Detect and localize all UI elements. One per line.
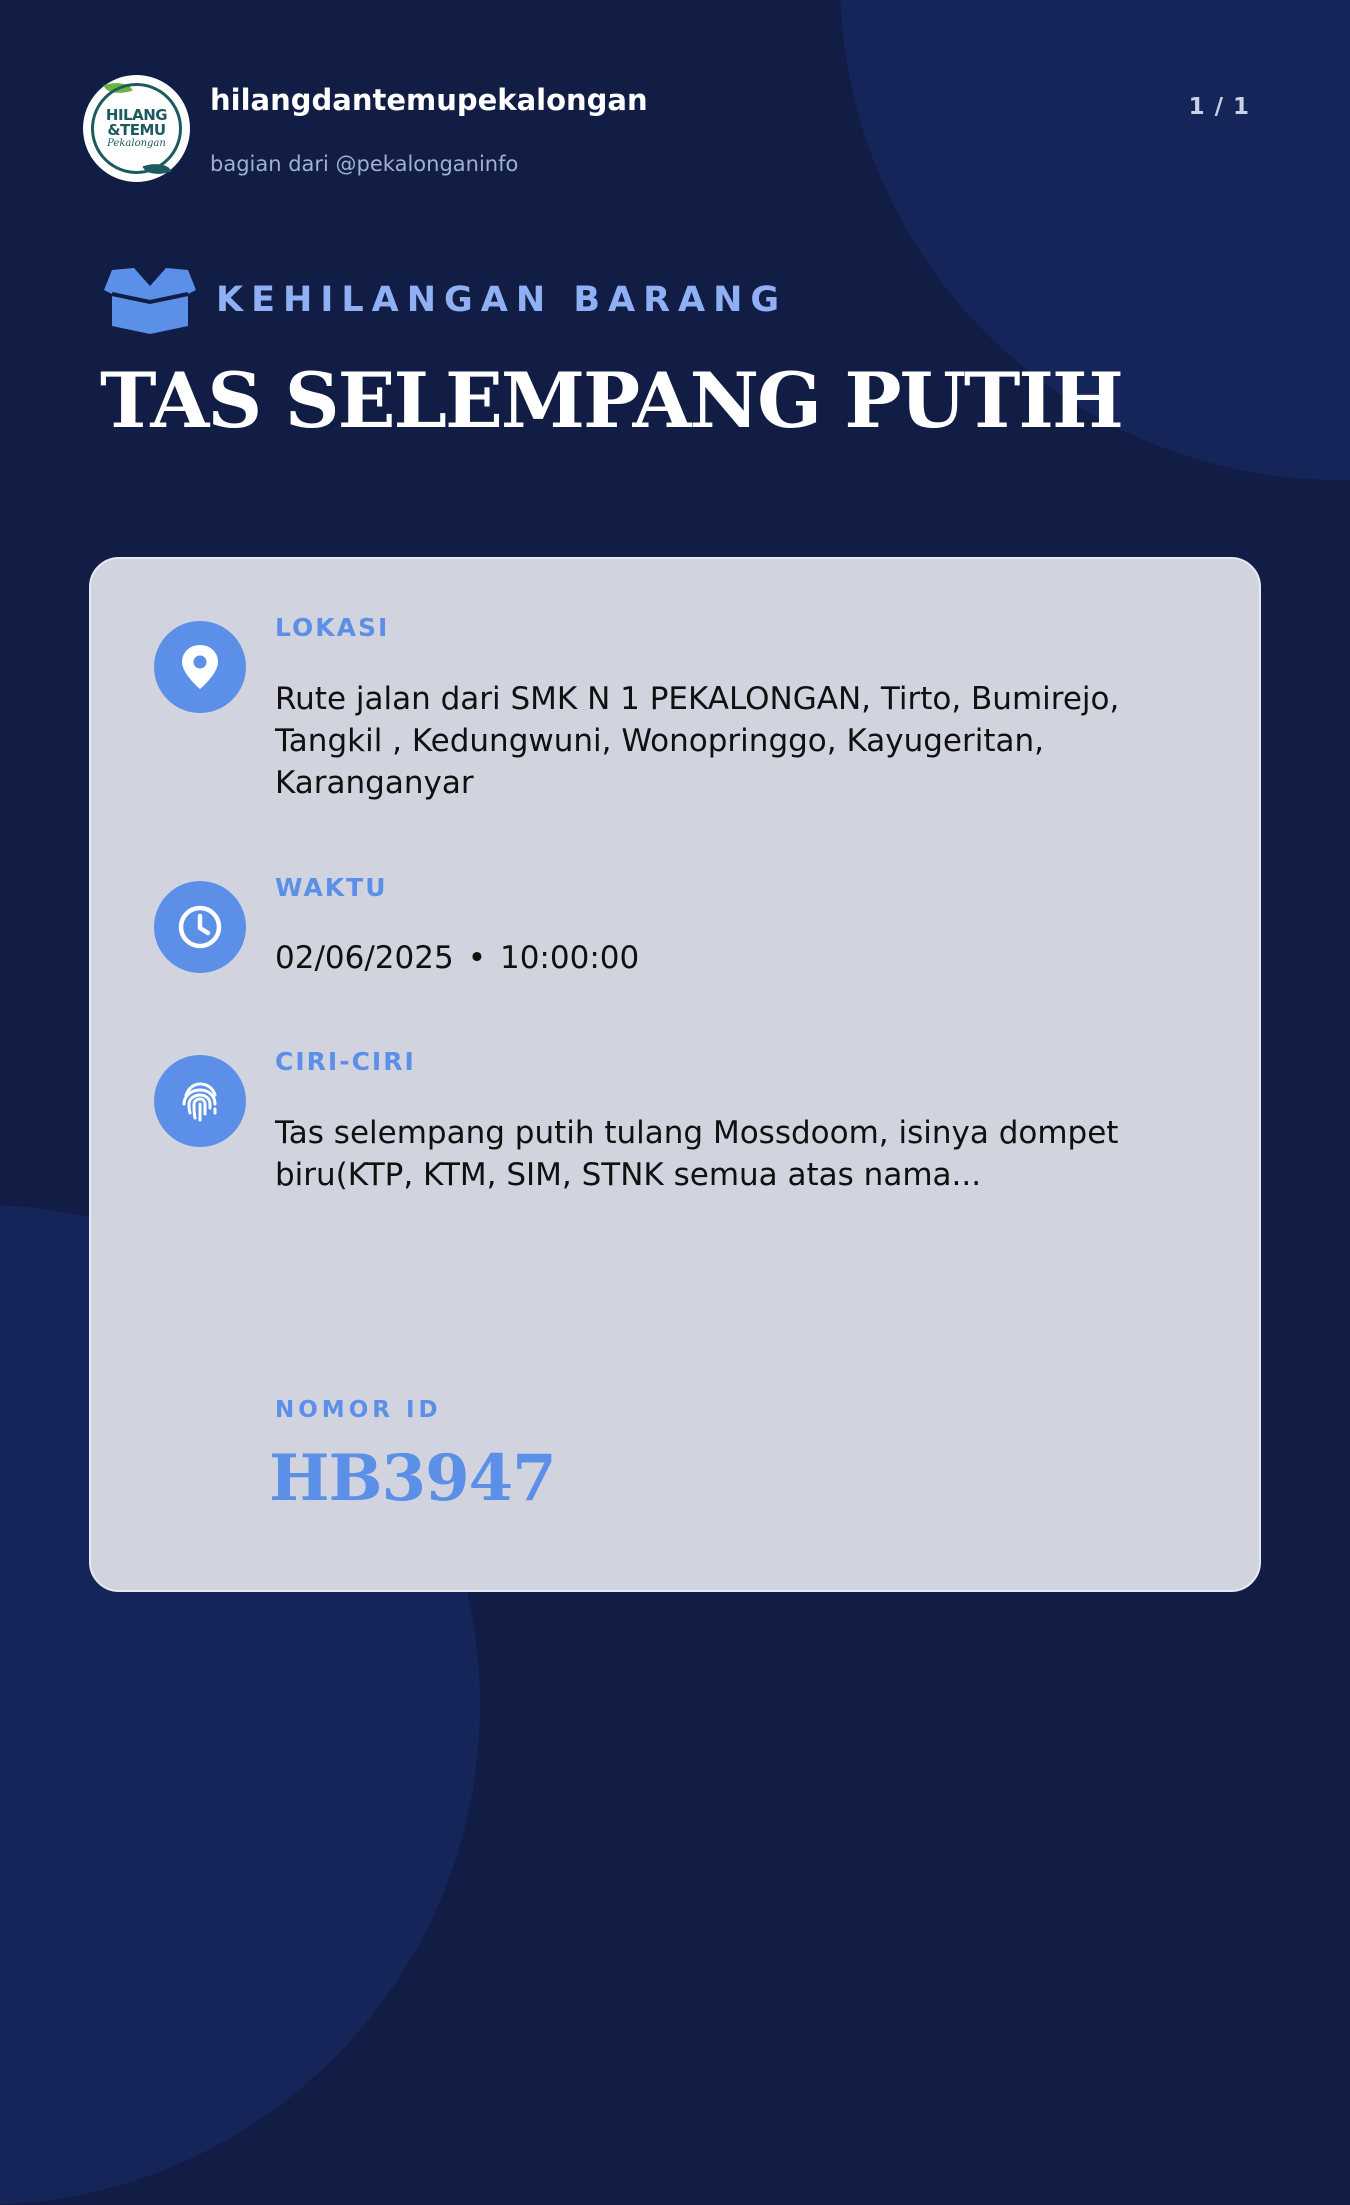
account-subtitle: bagian dari @pekalonganinfo xyxy=(210,152,519,176)
time-value xyxy=(275,937,1175,979)
clock-icon xyxy=(177,904,223,950)
traits-label: CIRI-CIRI xyxy=(275,1047,416,1076)
location-label: LOKASI xyxy=(275,613,390,642)
id-label: NOMOR ID xyxy=(275,1397,442,1423)
item-title: TAS SELEMPANG PUTIH xyxy=(100,356,1122,445)
box-icon xyxy=(104,266,196,334)
logo-text-line1: HILANG xyxy=(105,105,168,124)
time-date: 02/06/2025 xyxy=(275,940,454,976)
traits-value: Tas selempang putih tulang Mossdoom, isinya dompet biru(KTP, KTM, SIM, STNK semua atas nama... xyxy=(275,1115,1119,1193)
account-logo[interactable] xyxy=(83,75,190,182)
logo-badge xyxy=(91,83,182,174)
time-separator: • xyxy=(467,940,486,976)
page-counter: 1 / 1 xyxy=(1188,94,1250,120)
info-card xyxy=(89,557,1261,1592)
location-pin-icon xyxy=(180,643,220,691)
fingerprint-icon xyxy=(176,1077,224,1125)
id-value: HB3947 xyxy=(269,1441,556,1516)
location-value: Rute jalan dari SMK N 1 PEKALONGAN, Tirto, Bumirejo, Tangkil , Kedungwuni, Wonopringgo, Kayugeritan, Karanganyar xyxy=(275,681,1120,801)
time-icon-badge xyxy=(154,881,246,973)
location-icon-badge xyxy=(154,621,246,713)
category xyxy=(104,266,787,334)
logo-text-line2: &TEMU xyxy=(107,120,166,139)
time-label: WAKTU xyxy=(275,873,388,902)
category-label: KEHILANGAN BARANG xyxy=(216,280,788,320)
traits-icon-badge xyxy=(154,1055,246,1147)
logo-text-line3: Pekalongan xyxy=(107,137,166,149)
time-clock: 10:00:00 xyxy=(499,940,640,976)
account-name[interactable]: hilangdantemupekalongan xyxy=(210,83,648,117)
